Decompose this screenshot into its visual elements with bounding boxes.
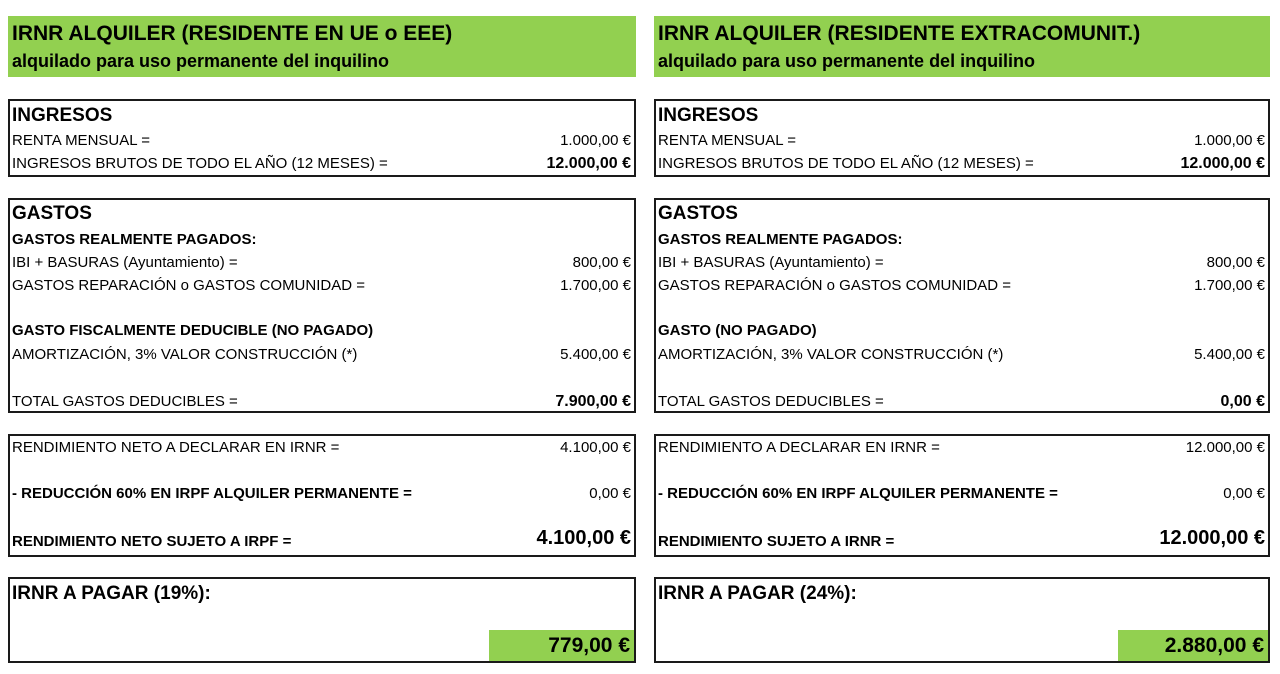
rendimiento-sujeto-value: 12.000,00 € — [1159, 527, 1265, 549]
rendimiento-sujeto-value: 4.100,00 € — [536, 527, 631, 549]
total-gastos-value: 0,00 € — [1220, 393, 1265, 410]
rendimiento-declarar-label: RENDIMIENTO A DECLARAR EN IRNR = — [658, 439, 940, 456]
amortizacion-label: AMORTIZACIÓN, 3% VALOR CONSTRUCCIÓN (*) — [12, 346, 358, 363]
gastos-section — [654, 198, 1270, 413]
reparacion-label: GASTOS REPARACIÓN o GASTOS COMUNIDAD = — [658, 277, 1011, 294]
ingresos-brutos-value: 12.000,00 € — [1180, 155, 1265, 172]
amortizacion-label: AMORTIZACIÓN, 3% VALOR CONSTRUCCIÓN (*) — [658, 346, 1004, 363]
irnr-pagar-value: 2.880,00 € — [1118, 630, 1268, 661]
header-ue-eee — [8, 16, 636, 77]
ingresos-section — [8, 99, 636, 177]
rendimiento-declarar-value: 12.000,00 € — [1185, 439, 1265, 456]
rendimiento-declarar-value: 4.100,00 € — [560, 439, 631, 456]
total-gastos-label: TOTAL GASTOS DEDUCIBLES = — [12, 393, 238, 410]
rendimiento-sujeto-label: RENDIMIENTO NETO SUJETO A IRPF = — [12, 533, 292, 550]
ingresos-brutos-label: INGRESOS BRUTOS DE TODO EL AÑO (12 MESES) = — [658, 155, 1034, 172]
rendimiento-section — [8, 434, 636, 557]
reduccion-value: 0,00 € — [1223, 485, 1265, 502]
amortizacion-value: 5.400,00 € — [560, 346, 631, 363]
ingresos-brutos-label: INGRESOS BRUTOS DE TODO EL AÑO (12 MESES) = — [12, 155, 388, 172]
column-subtitle: alquilado para uso permanente del inquilino — [12, 51, 390, 71]
irnr-pagar-label: IRNR A PAGAR (19%): — [12, 583, 211, 604]
reparacion-value: 1.700,00 € — [560, 277, 631, 294]
column-subtitle: alquilado para uso permanente del inquilino — [658, 51, 1036, 71]
ibi-label: IBI + BASURAS (Ayuntamiento) = — [658, 254, 884, 271]
ingresos-heading: INGRESOS — [658, 105, 759, 126]
ingresos-brutos-value: 12.000,00 € — [546, 155, 631, 172]
total-gastos-value: 7.900,00 € — [555, 393, 631, 410]
column-title: IRNR ALQUILER (RESIDENTE EXTRACOMUNIT.) — [658, 22, 1141, 45]
ibi-value: 800,00 € — [572, 254, 631, 271]
no-pagado-label: GASTO FISCALMENTE DEDUCIBLE (NO PAGADO) — [12, 322, 374, 339]
irnr-pagar-section — [8, 577, 636, 663]
renta-mensual-value: 1.000,00 € — [1194, 132, 1265, 149]
reparacion-value: 1.700,00 € — [1194, 277, 1265, 294]
renta-mensual-label: RENTA MENSUAL = — [658, 132, 796, 149]
ibi-label: IBI + BASURAS (Ayuntamiento) = — [12, 254, 238, 271]
irnr-pagar-value: 779,00 € — [489, 630, 634, 661]
rendimiento-section — [654, 434, 1270, 557]
reparacion-label: GASTOS REPARACIÓN o GASTOS COMUNIDAD = — [12, 277, 365, 294]
total-gastos-label: TOTAL GASTOS DEDUCIBLES = — [658, 393, 884, 410]
renta-mensual-label: RENTA MENSUAL = — [12, 132, 150, 149]
no-pagado-label: GASTO (NO PAGADO) — [658, 322, 817, 339]
ibi-value: 800,00 € — [1206, 254, 1265, 271]
renta-mensual-value: 1.000,00 € — [560, 132, 631, 149]
gastos-heading: GASTOS — [12, 203, 92, 224]
header-extracomunitario — [654, 16, 1270, 77]
reduccion-label: - REDUCCIÓN 60% EN IRPF ALQUILER PERMANENTE = — [12, 485, 412, 502]
reduccion-value: 0,00 € — [589, 485, 631, 502]
rendimiento-declarar-label: RENDIMIENTO NETO A DECLARAR EN IRNR = — [12, 439, 340, 456]
rendimiento-sujeto-label: RENDIMIENTO SUJETO A IRNR = — [658, 533, 895, 550]
ingresos-section — [654, 99, 1270, 177]
irnr-pagar-label: IRNR A PAGAR (24%): — [658, 583, 857, 604]
amortizacion-value: 5.400,00 € — [1194, 346, 1265, 363]
gastos-heading: GASTOS — [658, 203, 738, 224]
gastos-pagados-label: GASTOS REALMENTE PAGADOS: — [658, 231, 903, 248]
reduccion-label: - REDUCCIÓN 60% EN IRPF ALQUILER PERMANENTE = — [658, 485, 1058, 502]
gastos-pagados-label: GASTOS REALMENTE PAGADOS: — [12, 231, 257, 248]
column-title: IRNR ALQUILER (RESIDENTE EN UE o EEE) — [12, 22, 453, 45]
gastos-section — [8, 198, 636, 413]
irnr-pagar-section — [654, 577, 1270, 663]
ingresos-heading: INGRESOS — [12, 105, 113, 126]
